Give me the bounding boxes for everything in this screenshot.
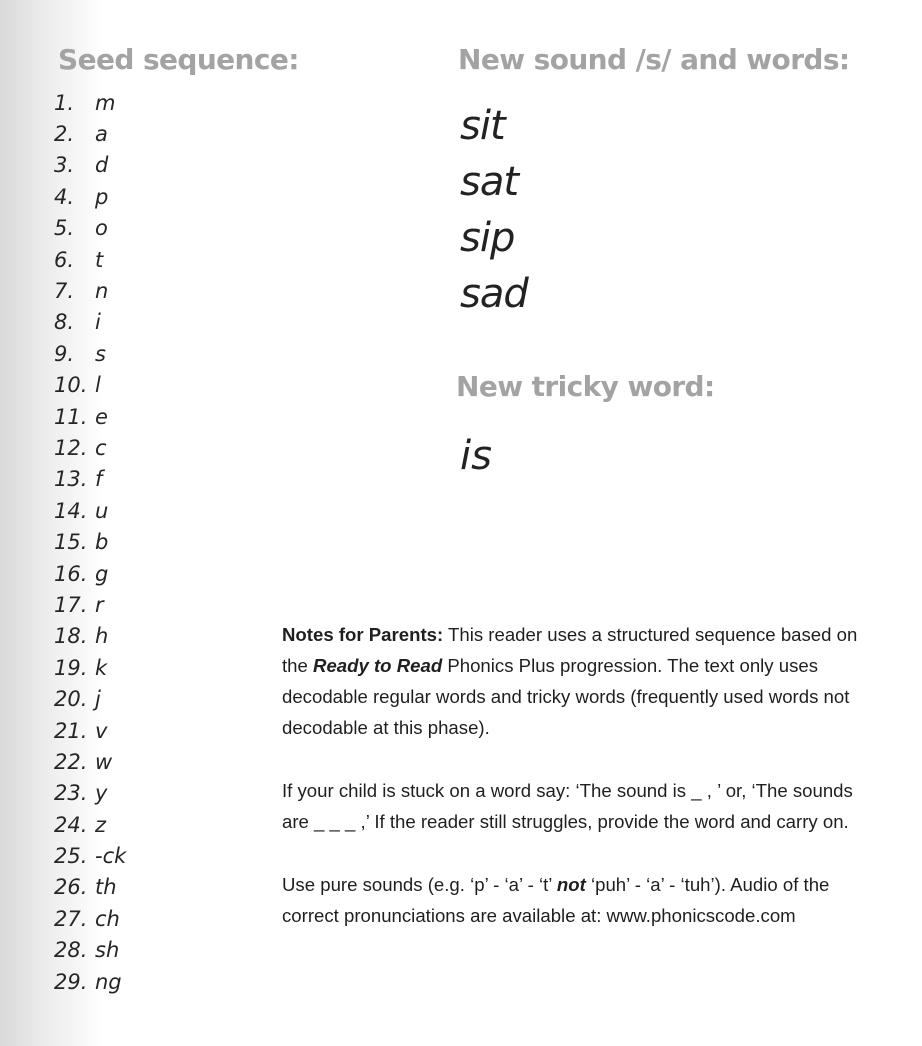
- seed-sequence-number: 29.: [54, 969, 88, 994]
- seed-sequence-item: [54, 840, 126, 871]
- notes-paragraph-3: [282, 869, 882, 931]
- seed-sequence-number: 4.: [54, 184, 75, 209]
- notes-paragraph-1: [282, 619, 882, 743]
- seed-sequence-number: 10.: [54, 373, 88, 398]
- notes-label: Notes for Parents:: [282, 624, 444, 645]
- new-sound-title: New sound /s/ and words:: [458, 43, 850, 76]
- seed-sequence-item: [54, 87, 126, 118]
- seed-sequence-letter: p: [95, 184, 109, 209]
- seed-sequence-number: 28.: [54, 938, 88, 963]
- seed-sequence-number: 6.: [54, 247, 75, 272]
- seed-sequence-number: 23.: [54, 781, 88, 806]
- seed-sequence-item: [54, 903, 126, 934]
- seed-sequence-number: 2.: [54, 122, 75, 147]
- seed-sequence-letter: v: [95, 718, 108, 743]
- seed-sequence-number: 7.: [54, 279, 75, 304]
- seed-sequence-number: 25.: [54, 844, 88, 869]
- seed-sequence-number: 15.: [54, 530, 88, 555]
- seed-sequence-item: [54, 181, 126, 212]
- seed-sequence-item: [54, 432, 126, 463]
- seed-sequence-item: [54, 464, 126, 495]
- seed-sequence-item: [54, 275, 126, 306]
- seed-sequence-letter: -ck: [95, 844, 127, 869]
- seed-sequence-letter: ch: [95, 906, 120, 931]
- seed-sequence-letter: th: [95, 875, 117, 900]
- seed-sequence-letter: k: [95, 655, 108, 680]
- seed-sequence-number: 22.: [54, 749, 88, 774]
- seed-sequence-letter: t: [95, 247, 104, 272]
- seed-sequence-letter: r: [95, 592, 104, 617]
- seed-sequence-letter: o: [95, 216, 108, 241]
- seed-sequence-number: 16.: [54, 561, 88, 586]
- seed-sequence-number: 21.: [54, 718, 88, 743]
- seed-sequence-letter: u: [95, 498, 109, 523]
- seed-sequence-letter: g: [95, 561, 109, 586]
- seed-sequence-number: 24.: [54, 812, 88, 837]
- seed-sequence-item: [54, 652, 126, 683]
- seed-sequence-item: [54, 589, 126, 620]
- seed-sequence-number: 27.: [54, 906, 88, 931]
- seed-sequence-letter: e: [95, 404, 108, 429]
- seed-sequence-item: [54, 370, 126, 401]
- seed-sequence-item: [54, 526, 126, 557]
- new-word: sip: [460, 215, 515, 261]
- notes-text: ‘puh’ - ‘a’ - ‘tuh’). Audio of the correct pronunciations are available at: www.phonicscode.com: [282, 874, 830, 926]
- notes-text: Use pure sounds (e.g. ‘p’ - ‘a’ - ‘t’: [282, 874, 557, 895]
- seed-sequence-number: 17.: [54, 592, 88, 617]
- seed-sequence-letter: h: [95, 624, 109, 649]
- notes-paragraph-2: If your child is stuck on a word say: ‘The sound is _ , ’ or, ‘The sounds are _ _ _ ,’ If the reader still struggles, provide the word and carry on.: [282, 780, 853, 832]
- seed-sequence-number: 5.: [54, 216, 75, 241]
- seed-sequence-list: [54, 87, 126, 997]
- seed-sequence-number: 19.: [54, 655, 88, 680]
- seed-sequence-letter: l: [95, 373, 101, 398]
- seed-sequence-item: [54, 715, 126, 746]
- seed-sequence-letter: j: [95, 687, 101, 712]
- new-word: sit: [460, 103, 505, 149]
- new-words-list: [460, 98, 528, 322]
- seed-sequence-item: [54, 307, 126, 338]
- notes-text: Phonics Plus progression. The text only uses decodable regular words and tricky words (frequently used words not decodable at this phase).: [282, 655, 850, 738]
- seed-sequence-number: 12.: [54, 435, 88, 460]
- seed-sequence-number: 14.: [54, 498, 88, 523]
- seed-sequence-number: 8.: [54, 310, 75, 335]
- seed-sequence-letter: y: [95, 781, 108, 806]
- seed-sequence-letter: c: [95, 435, 107, 460]
- seed-sequence-number: 9.: [54, 341, 75, 366]
- seed-sequence-item: [54, 118, 126, 149]
- seed-sequence-item: [54, 872, 126, 903]
- seed-sequence-number: 3.: [54, 153, 75, 178]
- seed-sequence-item: [54, 966, 126, 997]
- seed-sequence-letter: sh: [95, 938, 120, 963]
- seed-sequence-item: [54, 683, 126, 714]
- seed-sequence-letter: m: [95, 90, 116, 115]
- program-name: Ready to Read: [313, 655, 443, 676]
- tricky-word-title: New tricky word:: [456, 370, 715, 403]
- notes-for-parents: [282, 619, 882, 931]
- seed-sequence-item: [54, 495, 126, 526]
- seed-sequence-letter: a: [95, 122, 108, 147]
- new-word: sad: [460, 271, 528, 317]
- seed-sequence-letter: b: [95, 530, 109, 555]
- seed-sequence-number: 11.: [54, 404, 88, 429]
- tricky-word: is: [460, 433, 492, 479]
- seed-sequence-item: [54, 401, 126, 432]
- seed-sequence-letter: d: [95, 153, 109, 178]
- seed-sequence-number: 18.: [54, 624, 88, 649]
- seed-sequence-number: 13.: [54, 467, 88, 492]
- seed-sequence-number: 20.: [54, 687, 88, 712]
- seed-sequence-item: [54, 150, 126, 181]
- seed-sequence-number: 26.: [54, 875, 88, 900]
- seed-sequence-number: 1.: [54, 90, 75, 115]
- seed-sequence-item: [54, 621, 126, 652]
- seed-sequence-letter: n: [95, 279, 109, 304]
- new-word: sat: [460, 159, 519, 205]
- seed-sequence-letter: ng: [95, 969, 122, 994]
- seed-sequence-letter: i: [95, 310, 101, 335]
- seed-sequence-item: [54, 778, 126, 809]
- seed-sequence-letter: f: [95, 467, 103, 492]
- seed-sequence-item: [54, 338, 126, 369]
- seed-sequence-item: [54, 935, 126, 966]
- seed-sequence-letter: s: [95, 341, 106, 366]
- seed-sequence-letter: w: [95, 749, 113, 774]
- seed-sequence-item: [54, 244, 126, 275]
- seed-sequence-letter: z: [95, 812, 107, 837]
- notes-text: This reader uses a structured sequence based on the: [282, 624, 858, 676]
- seed-sequence-item: [54, 809, 126, 840]
- seed-sequence-item: [54, 746, 126, 777]
- seed-sequence-title: Seed sequence:: [58, 43, 299, 76]
- emphasis-not: not: [556, 874, 586, 895]
- seed-sequence-item: [54, 558, 126, 589]
- seed-sequence-item: [54, 213, 126, 244]
